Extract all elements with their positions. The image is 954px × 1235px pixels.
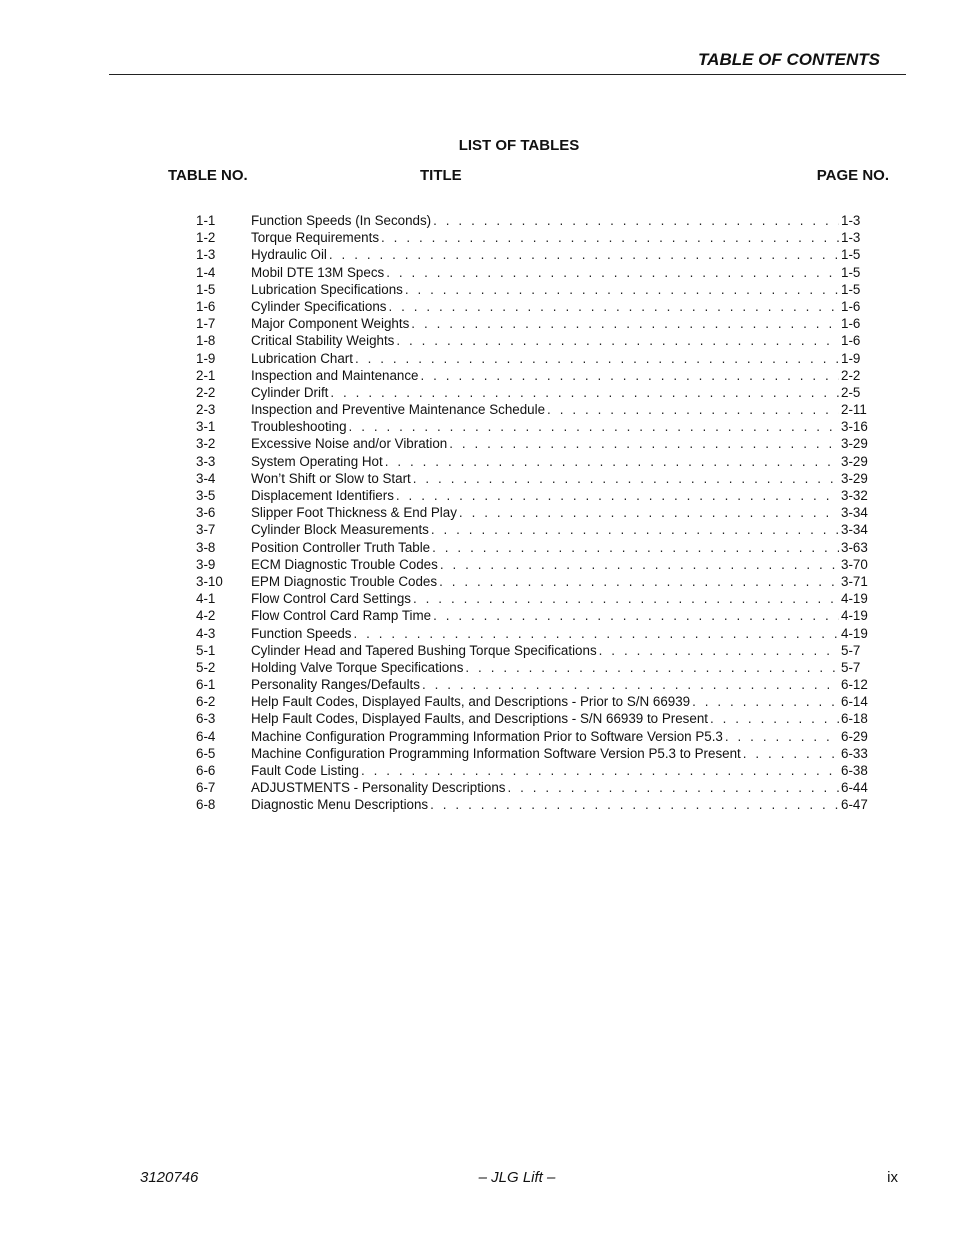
table-page-number: 4-19 — [841, 625, 868, 641]
header-rule — [109, 74, 906, 75]
table-number: 5-2 — [196, 659, 216, 675]
table-entry — [251, 435, 870, 452]
table-page-number: 3-34 — [841, 505, 868, 521]
table-entry — [251, 779, 870, 796]
table-page-number: 1-9 — [841, 350, 861, 366]
table-page-number: 4-19 — [841, 608, 868, 624]
table-number: 6-5 — [196, 745, 216, 761]
table-number: 2-2 — [196, 384, 216, 400]
dot-leader — [411, 315, 839, 332]
table-title: Help Fault Codes, Displayed Faults, and Descriptions - Prior to S/N 66939 — [251, 694, 691, 710]
table-title: Inspection and Maintenance — [251, 367, 419, 383]
list-item[interactable] — [196, 539, 870, 556]
table-title: Position Controller Truth Table — [251, 539, 431, 555]
table-page-number: 1-5 — [841, 264, 861, 280]
dot-leader — [743, 745, 839, 762]
table-entry — [251, 367, 870, 384]
table-page-number: 1-6 — [841, 298, 861, 314]
table-entry — [251, 710, 870, 727]
table-title: Won’t Shift or Slow to Start — [251, 470, 411, 486]
list-item[interactable] — [196, 229, 870, 246]
table-entry — [251, 470, 870, 487]
list-item[interactable] — [196, 401, 870, 418]
table-number: 3-5 — [196, 488, 216, 503]
table-entry — [251, 676, 870, 693]
list-item[interactable] — [196, 779, 870, 796]
table-page-number: 5-7 — [841, 659, 861, 675]
table-title: Help Fault Codes, Displayed Faults, and Descriptions - S/N 66939 to Present — [251, 711, 708, 727]
table-title: Function Speeds (In Seconds) — [251, 213, 432, 228]
table-entry — [251, 212, 870, 229]
dot-leader — [329, 246, 839, 263]
table-number: 6-3 — [196, 711, 216, 727]
table-title: Torque Requirements — [251, 230, 380, 246]
table-page-number: 1-6 — [841, 333, 861, 349]
list-item[interactable] — [196, 676, 870, 693]
list-item[interactable] — [196, 745, 870, 762]
table-number: 6-2 — [196, 694, 216, 710]
table-page-number: 3-34 — [841, 522, 868, 538]
table-page-number: 5-7 — [841, 642, 861, 658]
table-page-number: 6-44 — [841, 780, 868, 796]
table-entry — [251, 229, 870, 246]
table-entry — [251, 745, 870, 762]
table-title: Holding Valve Torque Specifications — [251, 659, 464, 675]
table-entry — [251, 350, 870, 367]
table-entry — [251, 453, 870, 470]
table-page-number: 1-3 — [841, 213, 861, 228]
list-item[interactable] — [196, 418, 870, 435]
list-item[interactable] — [196, 212, 870, 229]
dot-leader — [547, 401, 839, 418]
table-page-number: 3-16 — [841, 419, 868, 435]
table-title: System Operating Hot — [251, 453, 383, 469]
table-title: Major Component Weights — [251, 316, 410, 332]
list-item[interactable] — [196, 264, 870, 281]
table-entry — [251, 796, 870, 813]
table-title: Slipper Foot Thickness & End Play — [251, 505, 457, 521]
table-number: 1-6 — [196, 298, 216, 314]
dot-leader — [449, 435, 839, 452]
table-number: 1-7 — [196, 316, 216, 332]
table-number: 3-10 — [196, 573, 223, 589]
dot-leader — [354, 625, 840, 642]
table-number: 3-4 — [196, 470, 216, 486]
list-item[interactable] — [196, 298, 870, 315]
list-item[interactable] — [196, 487, 870, 504]
dot-leader — [421, 367, 839, 384]
dot-leader — [385, 453, 839, 470]
table-title: ECM Diagnostic Trouble Codes — [251, 556, 438, 572]
table-number: 3-3 — [196, 453, 216, 469]
table-page-number: 3-71 — [841, 573, 868, 589]
list-item[interactable] — [196, 796, 870, 813]
list-item[interactable] — [196, 659, 870, 676]
table-entry — [251, 573, 870, 590]
table-title: Cylinder Specifications — [251, 298, 387, 314]
list-item[interactable] — [196, 728, 870, 745]
dot-leader — [440, 556, 839, 573]
dot-leader — [465, 659, 839, 676]
table-title: Machine Configuration Programming Information Software Version P5.3 to Present — [251, 745, 741, 761]
table-page-number: 6-18 — [841, 711, 868, 727]
list-item[interactable] — [196, 556, 870, 573]
table-number: 4-1 — [196, 591, 216, 607]
dot-leader — [396, 332, 839, 349]
table-page-number: 3-70 — [841, 556, 868, 572]
dot-leader — [692, 693, 839, 710]
list-item[interactable] — [196, 246, 870, 263]
list-title: LIST OF TABLES — [458, 137, 580, 154]
table-entry — [251, 315, 870, 332]
table-title: Function Speeds — [251, 625, 352, 641]
dot-leader — [431, 521, 839, 538]
table-number: 3-8 — [196, 539, 216, 555]
dot-leader — [386, 264, 839, 281]
table-entry — [251, 607, 870, 624]
table-number: 1-1 — [196, 213, 216, 228]
table-title: Displacement Identifiers — [251, 488, 394, 503]
dot-leader — [507, 779, 839, 796]
table-title: Lubrication Chart — [251, 350, 353, 366]
table-title: Personality Ranges/Defaults — [251, 677, 420, 693]
list-item[interactable] — [196, 435, 870, 452]
table-entry — [251, 418, 870, 435]
table-number: 1-9 — [196, 350, 216, 366]
table-page-number: 1-5 — [841, 281, 861, 297]
dot-leader — [355, 350, 839, 367]
list-item[interactable] — [196, 315, 870, 332]
table-number: 4-3 — [196, 625, 216, 641]
dot-leader — [430, 796, 839, 813]
table-list — [196, 212, 870, 814]
table-number: 3-2 — [196, 436, 216, 452]
table-number: 1-4 — [196, 264, 216, 280]
list-item[interactable] — [196, 384, 870, 401]
table-entry — [251, 590, 870, 607]
list-item[interactable] — [196, 281, 870, 298]
table-entry — [251, 384, 870, 401]
table-page-number: 3-63 — [841, 539, 868, 555]
table-title: Cylinder Head and Tapered Bushing Torque Specifications — [251, 642, 597, 658]
table-number: 3-9 — [196, 556, 216, 572]
table-number: 1-2 — [196, 230, 216, 246]
table-title: Hydraulic Oil — [251, 247, 327, 263]
table-number: 1-5 — [196, 281, 216, 297]
table-title: Critical Stability Weights — [251, 333, 395, 349]
table-entry — [251, 281, 870, 298]
table-title: Inspection and Preventive Maintenance Schedule — [251, 402, 546, 418]
table-page-number: 1-5 — [841, 247, 861, 263]
table-entry — [251, 659, 870, 676]
table-entry — [251, 246, 870, 263]
dot-leader — [710, 710, 839, 727]
table-page-number: 6-33 — [841, 745, 868, 761]
table-entry — [251, 401, 870, 418]
table-page-number: 2-2 — [841, 367, 861, 383]
table-title: Flow Control Card Settings — [251, 591, 412, 607]
dot-leader — [405, 281, 839, 298]
table-page-number: 6-29 — [841, 728, 868, 744]
table-entry — [251, 521, 870, 538]
table-page-number: 3-29 — [841, 453, 868, 469]
dot-leader — [459, 504, 839, 521]
header-title: TABLE OF CONTENTS — [698, 50, 880, 69]
table-page-number: 6-38 — [841, 763, 868, 778]
column-header-title: TITLE — [420, 167, 462, 184]
column-header-table-no: TABLE NO. — [168, 167, 248, 184]
table-page-number: 6-14 — [841, 694, 868, 710]
list-item[interactable] — [196, 625, 870, 642]
table-entry — [251, 556, 870, 573]
table-title: Flow Control Card Ramp Time — [251, 608, 432, 624]
table-entry — [251, 762, 870, 779]
dot-leader — [432, 539, 839, 556]
dot-leader — [349, 418, 839, 435]
table-title: EPM Diagnostic Trouble Codes — [251, 573, 438, 589]
dot-leader — [725, 728, 839, 745]
table-page-number: 6-47 — [841, 797, 868, 813]
table-page-number: 2-11 — [841, 402, 867, 418]
table-number: 3-6 — [196, 505, 216, 521]
dot-leader — [381, 229, 839, 246]
table-title: Fault Code Listing — [251, 763, 359, 778]
list-item[interactable] — [196, 453, 870, 470]
dot-leader — [422, 676, 839, 693]
table-entry — [251, 539, 870, 556]
dot-leader — [361, 762, 839, 779]
table-entry — [251, 264, 870, 281]
table-title: Mobil DTE 13M Specs — [251, 264, 385, 280]
table-title: Cylinder Block Measurements — [251, 522, 429, 538]
list-item[interactable] — [196, 693, 870, 710]
dot-leader — [388, 298, 839, 315]
table-entry — [251, 693, 870, 710]
list-item[interactable] — [196, 607, 870, 624]
table-number: 5-1 — [196, 642, 216, 658]
table-page-number: 6-12 — [841, 677, 868, 693]
table-entry — [251, 332, 870, 349]
column-header-page-no: PAGE NO. — [816, 167, 889, 184]
list-item[interactable] — [196, 367, 870, 384]
table-number: 3-7 — [196, 522, 216, 538]
table-entry — [251, 504, 870, 521]
dot-leader — [413, 470, 839, 487]
table-title: Excessive Noise and/or Vibration — [251, 436, 448, 452]
list-item[interactable] — [196, 350, 870, 367]
footer-page-number: ix — [887, 1169, 898, 1186]
dot-leader — [330, 384, 839, 401]
table-page-number: 3-29 — [841, 470, 868, 486]
table-number: 6-8 — [196, 797, 216, 813]
table-page-number: 3-32 — [841, 488, 868, 503]
list-item[interactable] — [196, 710, 870, 727]
table-entry — [251, 625, 870, 642]
table-entry — [251, 728, 870, 745]
table-page-number: 1-3 — [841, 230, 861, 246]
list-item[interactable] — [196, 642, 870, 659]
list-item[interactable] — [196, 521, 870, 538]
table-title: Lubrication Specifications — [251, 281, 403, 297]
footer-publisher: – JLG Lift – — [478, 1169, 556, 1186]
table-number: 6-4 — [196, 728, 216, 744]
list-item[interactable] — [196, 470, 870, 487]
table-page-number: 2-5 — [841, 384, 861, 400]
list-item[interactable] — [196, 762, 870, 779]
footer-doc-number: 3120746 — [140, 1169, 199, 1186]
table-title: ADJUSTMENTS - Personality Descriptions — [251, 780, 506, 796]
table-number: 2-3 — [196, 402, 216, 418]
table-number: 3-1 — [196, 419, 216, 435]
dot-leader — [433, 607, 839, 624]
table-number: 1-8 — [196, 333, 216, 349]
table-title: Machine Configuration Programming Information Prior to Software Version P5.3 — [251, 728, 723, 744]
table-page-number: 3-29 — [841, 436, 868, 452]
dot-leader — [413, 590, 839, 607]
table-number: 4-2 — [196, 608, 216, 624]
table-number: 6-1 — [196, 677, 216, 693]
table-number: 6-7 — [196, 780, 216, 796]
table-number: 2-1 — [196, 367, 216, 383]
table-number: 1-3 — [196, 247, 216, 263]
table-title: Troubleshooting — [251, 419, 347, 435]
table-entry — [251, 642, 870, 659]
dot-leader — [433, 212, 839, 229]
table-title: Cylinder Drift — [251, 384, 329, 400]
table-entry — [251, 298, 870, 315]
table-page-number: 1-6 — [841, 316, 861, 332]
dot-leader — [439, 573, 839, 590]
list-item[interactable] — [196, 590, 870, 607]
list-item[interactable] — [196, 573, 870, 590]
table-number: 6-6 — [196, 763, 216, 778]
table-entry — [251, 487, 870, 504]
dot-leader — [599, 642, 839, 659]
table-title: Diagnostic Menu Descriptions — [251, 797, 429, 813]
list-item[interactable] — [196, 332, 870, 349]
table-page-number: 4-19 — [841, 591, 868, 607]
dot-leader — [396, 487, 839, 504]
list-item[interactable] — [196, 504, 870, 521]
